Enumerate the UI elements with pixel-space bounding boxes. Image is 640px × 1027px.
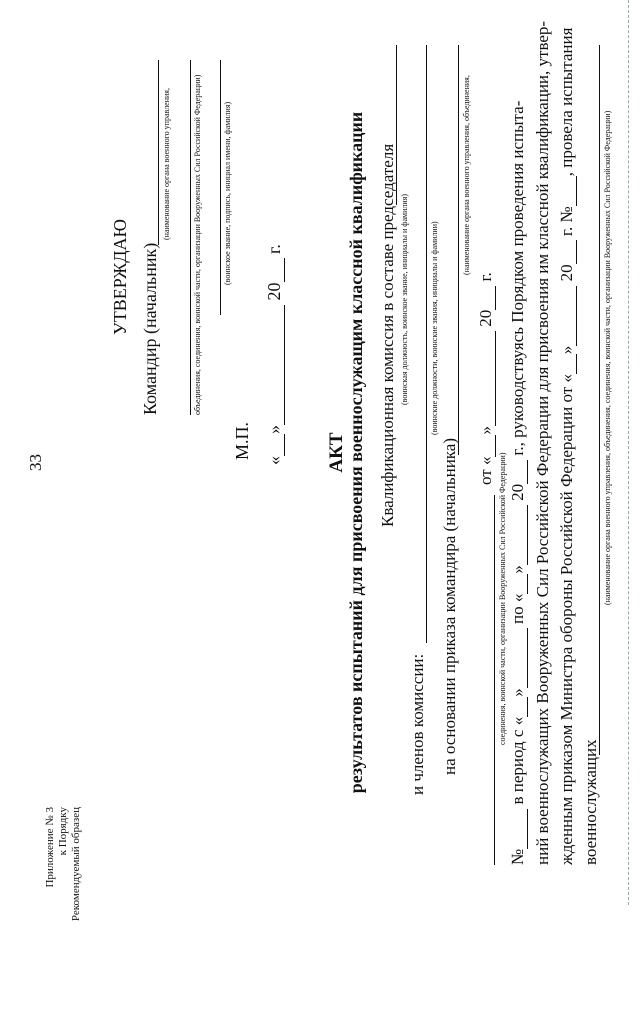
order-basis-text: на основании приказа командира (начальника) [440, 437, 459, 775]
body-line-4 [581, 739, 601, 865]
appendix-number: Приложение № 3 [44, 807, 56, 888]
unit-caption: соединения, воинской части, организации Вооруженных Сил Российской Федерации) [498, 452, 507, 745]
servicemen-word: военнослужащих [581, 739, 600, 865]
appendix-sample: Рекомендуемый образец [70, 807, 82, 922]
page-number: 33 [26, 454, 45, 471]
body-line-3-start: жденным приказом Министра обороны Российской Федерации от [557, 386, 576, 865]
period-label: в период с [508, 729, 527, 805]
members-caption: (воинские должности, воинские звания, инициалы и фамилии) [430, 221, 439, 435]
scan-edge-line [628, 0, 629, 905]
body-line-3: жденным приказом Министра обороны Российской Федерации от «» 20 г. №, провела испытания [557, 27, 576, 865]
approve-commander-line [158, 60, 159, 245]
from-label: от [476, 469, 495, 485]
to-label: по [508, 606, 527, 625]
order-year-suffix: г. [476, 272, 495, 282]
order-from-date: от «» 20 г. [476, 272, 495, 485]
approve-heading: УТВЕРЖДАЮ [110, 218, 130, 335]
members-line [426, 45, 427, 643]
body-line-3-end: , провела испытания [557, 27, 576, 177]
stamp-label: М.П. [232, 421, 252, 460]
period-year-prefix: 20 [508, 483, 527, 501]
authority-line [599, 45, 600, 755]
body-line-2: ний военнослужащих Вооруженных Сил Российской Федерации для присвоения им классной квалификации, утвер- [533, 20, 552, 865]
commission-chair-text: Квалификационная комиссия в составе председателя [378, 143, 397, 527]
appendix-order: к Порядку [57, 807, 69, 856]
chair-caption: (воинская должность, воинское звание, инициалы и фамилия) [400, 194, 409, 405]
guided-text: г., руководствуясь Порядком проведения испыта- [508, 100, 527, 456]
approve-caption-1: (наименование органа военного управления, [162, 88, 171, 240]
approve-commander: Командир (начальник) [140, 242, 160, 415]
act-subtitle: результатов испытаний для присвоения военнослужащим классной квалификации [346, 111, 366, 794]
order-line [458, 45, 459, 455]
minister-year-prefix: 20 [557, 264, 576, 282]
approve-date: «» 20 г. [264, 244, 284, 465]
approve-year-prefix: 20 [264, 282, 284, 301]
approve-signature-line [220, 60, 221, 315]
approve-caption-2: объединения, соединения, воинской части, организации Вооруженных Сил Российской Федерации) [193, 74, 202, 415]
approve-caption-3: (воинское звание, подпись, инициал имени, фамилия) [223, 101, 232, 285]
chair-line [396, 45, 397, 205]
members-text: и членов комиссии: [408, 653, 427, 795]
order-year-prefix: 20 [476, 309, 495, 327]
order-caption: (наименование органа военного управления, объединения, [462, 75, 471, 275]
appendix-header [44, 807, 83, 1027]
approve-unit-line [190, 60, 191, 415]
act-title: АКТ [326, 432, 347, 473]
number-period-text: № в период с «» по «» 20 г., руководствуясь Порядком проведения испыта- [508, 100, 527, 865]
number-sign: № [508, 848, 527, 865]
approve-year-suffix: г. [264, 244, 284, 254]
authority-caption: (наименование органа военного управления, объединения, соединения, воинской части, организации Вооруженных Сил Российской Федерации) [603, 110, 612, 605]
minister-order-no: г. № [557, 206, 576, 237]
unit-line [494, 495, 495, 865]
